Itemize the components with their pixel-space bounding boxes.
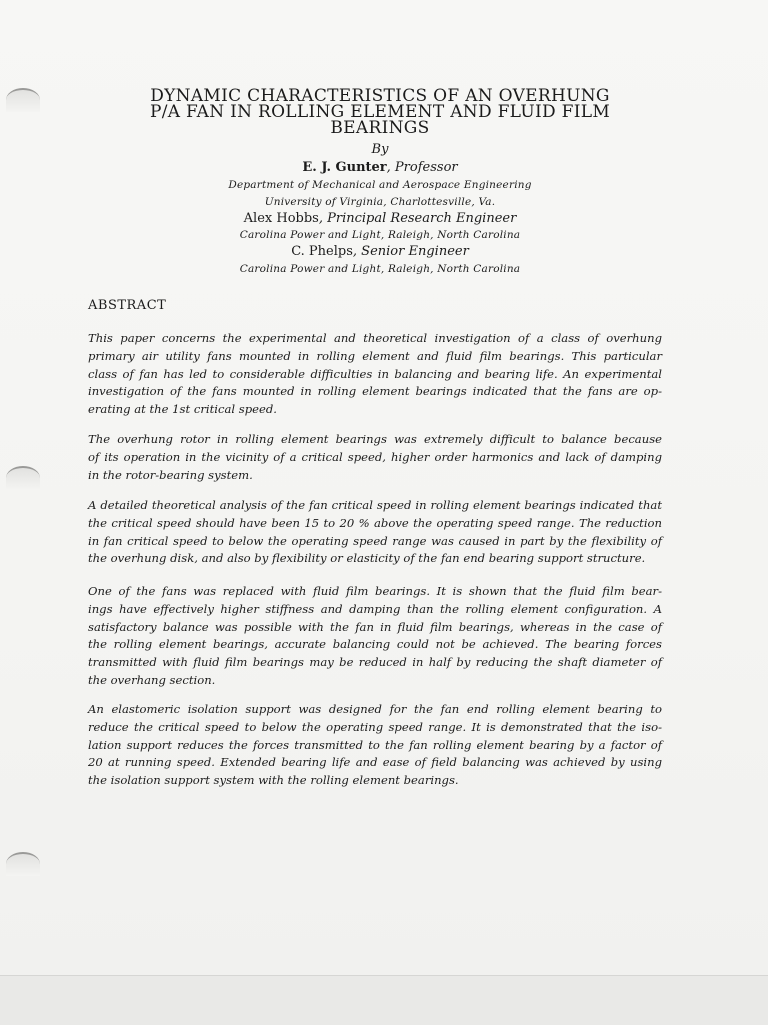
binder-hole-top: [6, 88, 40, 112]
paragraph-line: the isolation support system with the rolling element bearings.: [88, 773, 459, 788]
abstract-paragraph-4: [88, 583, 662, 690]
binder-hole-middle: [6, 466, 40, 490]
author-2-affiliation: Carolina Power and Light, Raleigh, North Carolina: [239, 229, 521, 241]
paragraph-line: The overhung rotor in rolling element bearings was extremely difficult to balance because: [88, 432, 662, 446]
author-2-name: Alex Hobbs: [243, 211, 319, 226]
author-3-role: , Senior Engineer: [352, 244, 469, 259]
author-3: [60, 244, 700, 259]
author-1-name: E. J. Gunter: [302, 160, 387, 175]
author-1-affiliation-univ: University of Virginia, Charlottesville, Va.: [264, 196, 496, 208]
abstract-paragraph-3: [88, 497, 662, 568]
paper-title: [60, 88, 700, 136]
paragraph-line: satisfactory balance was possible with the fan in fluid film bearings, whereas in the case of: [88, 619, 662, 634]
paragraph-line: ings have effectively higher stiffness and damping than the rolling element configuration. A: [88, 601, 662, 616]
author-1-affiliation-dept: Department of Mechanical and Aerospace Engineering: [228, 179, 532, 191]
scanner-bottom-margin: [0, 975, 768, 1025]
title-line-1: DYNAMIC CHARACTERISTICS OF AN OVERHUNG: [150, 86, 610, 106]
author-2: [60, 211, 700, 226]
paragraph-line: class of fan has led to considerable difficulties in balancing and bearing life. An experimental: [88, 366, 662, 381]
paragraph-line: investigation of the fans mounted in rolling element bearings indicated that the fans are op-: [88, 384, 662, 399]
paragraph-line: the overhang section.: [88, 672, 216, 687]
paragraph-line: the overhung disk, and also by flexibility or elasticity of the fan end bearing support structure.: [88, 551, 646, 566]
author-3-affiliation: Carolina Power and Light, Raleigh, North Carolina: [239, 263, 521, 275]
paragraph-line: One of the fans was replaced with fluid film bearings. It is shown that the fluid film bear-: [88, 584, 662, 598]
author-1: [60, 160, 700, 175]
author-2-role: , Principal Research Engineer: [318, 211, 517, 226]
title-line-3: BEARINGS: [330, 118, 430, 138]
abstract-paragraph-1: [88, 330, 662, 419]
paragraph-line: transmitted with fluid film bearings may be reduced in half by reducing the shaft diameter of: [88, 655, 662, 670]
title-line-2: P/A FAN IN ROLLING ELEMENT AND FLUID FILM: [149, 102, 611, 122]
paragraph-line: 20 at running speed. Extended bearing life and ease of field balancing was achieved by using: [88, 755, 662, 770]
paragraph-line: of its operation in the vicinity of a critical speed, higher order harmonics and lack of damping: [88, 449, 662, 464]
paragraph-line: A detailed theoretical analysis of the fan critical speed in rolling element bearings indicated that: [88, 498, 662, 512]
paragraph-line: in the rotor-bearing system.: [88, 467, 253, 482]
byline: By: [371, 142, 389, 157]
paragraph-line: the rolling element bearings, accurate balancing could not be achieved. The bearing forces: [88, 637, 662, 652]
paragraph-line: primary air utility fans mounted in rolling element and fluid film bearings. This particular: [88, 348, 662, 363]
paragraph-line: This paper concerns the experimental and theoretical investigation of a class of overhung: [88, 331, 662, 345]
abstract-paragraph-5: [88, 701, 662, 790]
paragraph-line: in fan critical speed to below the operating speed range was caused in part by the flexibility of: [88, 533, 662, 548]
paragraph-line: lation support reduces the forces transmitted to the fan rolling element bearing by a factor of: [88, 737, 662, 752]
abstract-paragraph-2: [88, 431, 662, 484]
paragraph-line: An elastomeric isolation support was designed for the fan end rolling element bearing to: [88, 702, 662, 716]
abstract-heading: ABSTRACT: [88, 298, 167, 313]
binder-hole-bottom: [6, 852, 40, 876]
author-3-name: C. Phelps: [291, 244, 353, 259]
paragraph-line: reduce the critical speed to below the operating speed range. It is demonstrated that the iso-: [88, 719, 662, 734]
author-1-role: , Professor: [386, 160, 458, 175]
paragraph-line: the critical speed should have been 15 to 20 % above the operating speed range. The reduction: [88, 515, 662, 530]
paragraph-line: erating at the 1st critical speed.: [88, 402, 277, 417]
